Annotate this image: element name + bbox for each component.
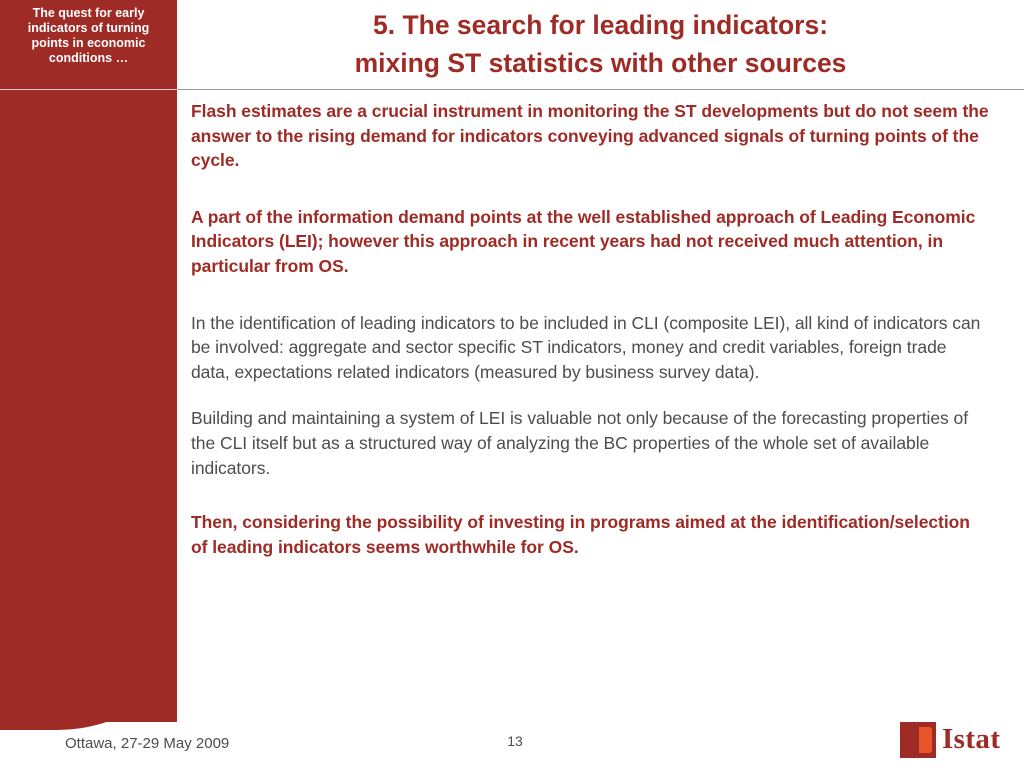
body-paragraph: Flash estimates are a crucial instrument in monitoring the ST developments but do not seem the answer to the rising demand for indicators conveying advanced signals of turning points of the cycle.: [191, 101, 989, 171]
istat-logo-mark-accent-icon: [919, 727, 932, 753]
istat-logo: [900, 722, 1012, 760]
sidebar-presentation-title: The quest for early indicators of turning points in economic conditions …: [27, 6, 150, 65]
istat-wordmark: Istat: [942, 723, 1001, 755]
body-paragraph: A part of the information demand points at the well established approach of Leading Economic Indicators (LEI); however this approach in recent years had not received much attention, in particular from OS.: [191, 206, 976, 276]
body-paragraph: Then, considering the possibility of investing in programs aimed at the identification/selection of leading indicators seems worthwhile for OS.: [191, 512, 970, 557]
page-title-line-1: 5. The search for leading indicators:: [372, 10, 829, 40]
page-title-line-2: mixing ST statistics with other sources: [354, 48, 847, 78]
sidebar-curve-decoration: [0, 640, 177, 730]
sidebar-divider: [0, 89, 177, 90]
footer-date: Ottawa, 27-29 May 2009: [65, 735, 230, 752]
slide-header: [177, 0, 1024, 89]
istat-logo-mark-icon: [900, 722, 936, 758]
slide-body: [191, 99, 991, 559]
page-number: 13: [507, 733, 523, 749]
header-divider: [177, 89, 1024, 90]
body-paragraph: Building and maintaining a system of LEI is valuable not only because of the forecasting properties of the CLI itself but as a structured way of analyzing the BC properties of the whole set of available indicators.: [191, 408, 969, 478]
body-paragraph: In the identification of leading indicators to be included in CLI (composite LEI), all kind of indicators can be involved: aggregate and sector specific ST indicators, money and credit variables, foreign trade data, expectations related indicators (measured by business survey data).: [191, 312, 981, 382]
page-title: [177, 6, 1024, 82]
sidebar: [0, 0, 177, 722]
